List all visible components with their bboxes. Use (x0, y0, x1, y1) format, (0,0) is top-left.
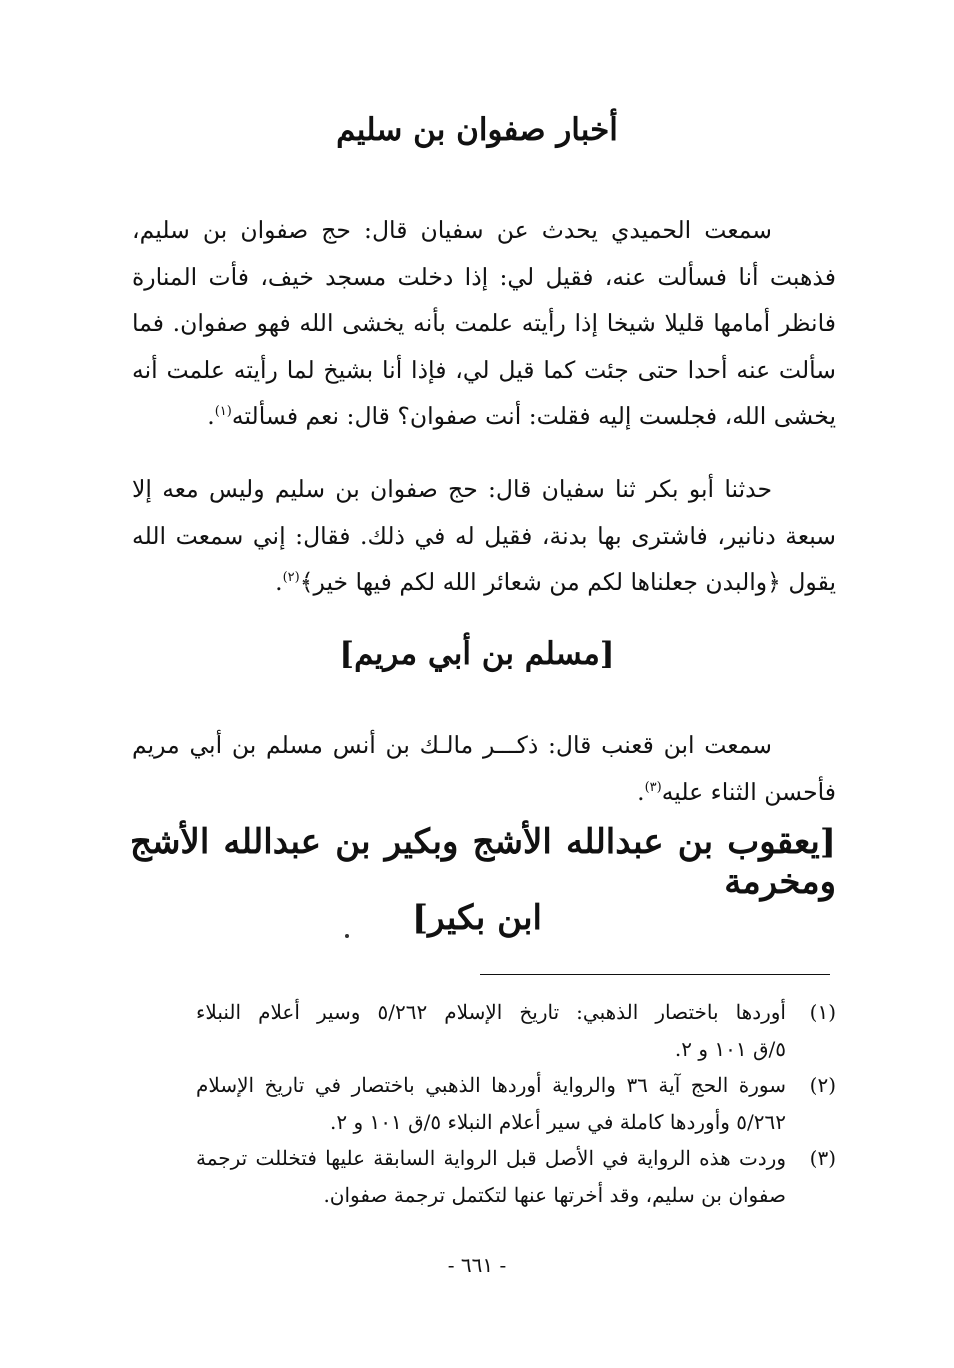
paragraph-line: يخشى الله، فجلست إليه فقلت: أنت صفوان؟ قال: نعم فسألته$^{(١)}$. (207, 402, 836, 430)
paragraph-line-text: فأحسن الثناء عليه (661, 777, 836, 806)
section-title-muslim: [مسلم بن أبي مريم] (339, 636, 615, 672)
footnote-line: وردت هذه الرواية في الأصل قبل الرواية السابقة عليها فتخللت ترجمة (196, 1146, 786, 1170)
paragraph-line-text: يخشى الله، فجلست إليه فقلت: أنت صفوان؟ قال: نعم فسألته (231, 402, 836, 430)
section-title-yaqub-line-2: ابن بكير] (412, 898, 542, 938)
section-title-yaqub-line-1: [يعقوب بن عبدالله الأشج وبكير بن عبدالله الأشج ومخرمة (130, 822, 836, 902)
footnote-reference[interactable]: (٣) (644, 779, 662, 795)
footnote-reference[interactable]: (٢) (282, 570, 300, 586)
scan-speck (345, 934, 349, 938)
paragraph-safwan-hajj (132, 207, 836, 440)
paragraph-line: فذهبت أنا فسألت عنه، فقيل لي: إذا دخلت مسجد خيف، فأت المنارة (132, 262, 836, 291)
paragraph-line-text: يقول ﴿والبدن جعلناها لكم من شعائر الله لكم فيها خير﴾ (299, 568, 836, 596)
footnote-line: سورة الحج آية ٣٦ والرواية أوردها الذهبي باختصار في تاريخ الإسلام (196, 1073, 786, 1097)
footnote-line: أوردها باختصار الذهبي: تاريخ الإسلام ٥/٢٦٢ وسير أعلام النبلاء (196, 1000, 786, 1024)
paragraph-line: سبعة دنانير، فاشترى بها بدنة، فقيل له في ذلك. فقال: إني سمعت الله (132, 521, 836, 550)
page-number: - ٦٦١ - (447, 1253, 507, 1277)
paragraph-line: سألت عنه أحدا حتى جئت كما قيل لي، فإذا أنا بشيخ لما رأيته علمت أنه (132, 355, 836, 384)
paragraph-line: حدثنا أبو بكر ثنا سفيان قال: حج صفوان بن سليم وليس معه إلا (132, 475, 772, 503)
footnote-number: (٢) (809, 1073, 836, 1097)
footnotes-list (196, 994, 836, 1213)
footnote-divider (480, 974, 830, 975)
paragraph-muslim (132, 722, 836, 815)
footnote-line: صفوان بن سليم، وقد أخرتها عنها لتكتمل ترجمة صفوان. (323, 1182, 786, 1207)
paragraph-line: سمعت الحميدي يحدث عن سفيان قال: حج صفوان بن سليم، (132, 216, 772, 244)
paragraph-line: فأحسن الثناء عليه$^{(٣)}$. (637, 777, 836, 806)
footnote-line: ٥/٢٦٢ وأوردها كاملة في سير أعلام النبلاء ٥/ق ١٠١ و ٢. (330, 1109, 786, 1134)
footnote-reference[interactable]: (١) (214, 404, 232, 420)
paragraph-line: يقول ﴿والبدن جعلناها لكم من شعائر الله لكم فيها خير﴾$^{(٢)}$. (275, 568, 836, 596)
footnote-number: (٣) (809, 1146, 836, 1170)
footnote-1 (196, 994, 836, 1067)
paragraph-line: سمعت ابن قعنب قال: ذكـــر مالـك بن أنس مسلم بن أبي مريم (132, 731, 772, 759)
footnote-number: (١) (809, 1000, 836, 1024)
paragraph-safwan-budn (132, 466, 836, 606)
footnote-2 (196, 1067, 836, 1140)
section-title-safwan: أخبار صفوان بن سليم (336, 112, 618, 148)
footnote-3 (196, 1140, 836, 1213)
paragraph-line: فانظر أمامها قليلا شيخا إذا رأيته علمت بأنه يخشى الله فهو صفوان. فما (132, 309, 836, 337)
footnote-line: ٥/ق ١٠١ و ٢. (674, 1036, 786, 1061)
